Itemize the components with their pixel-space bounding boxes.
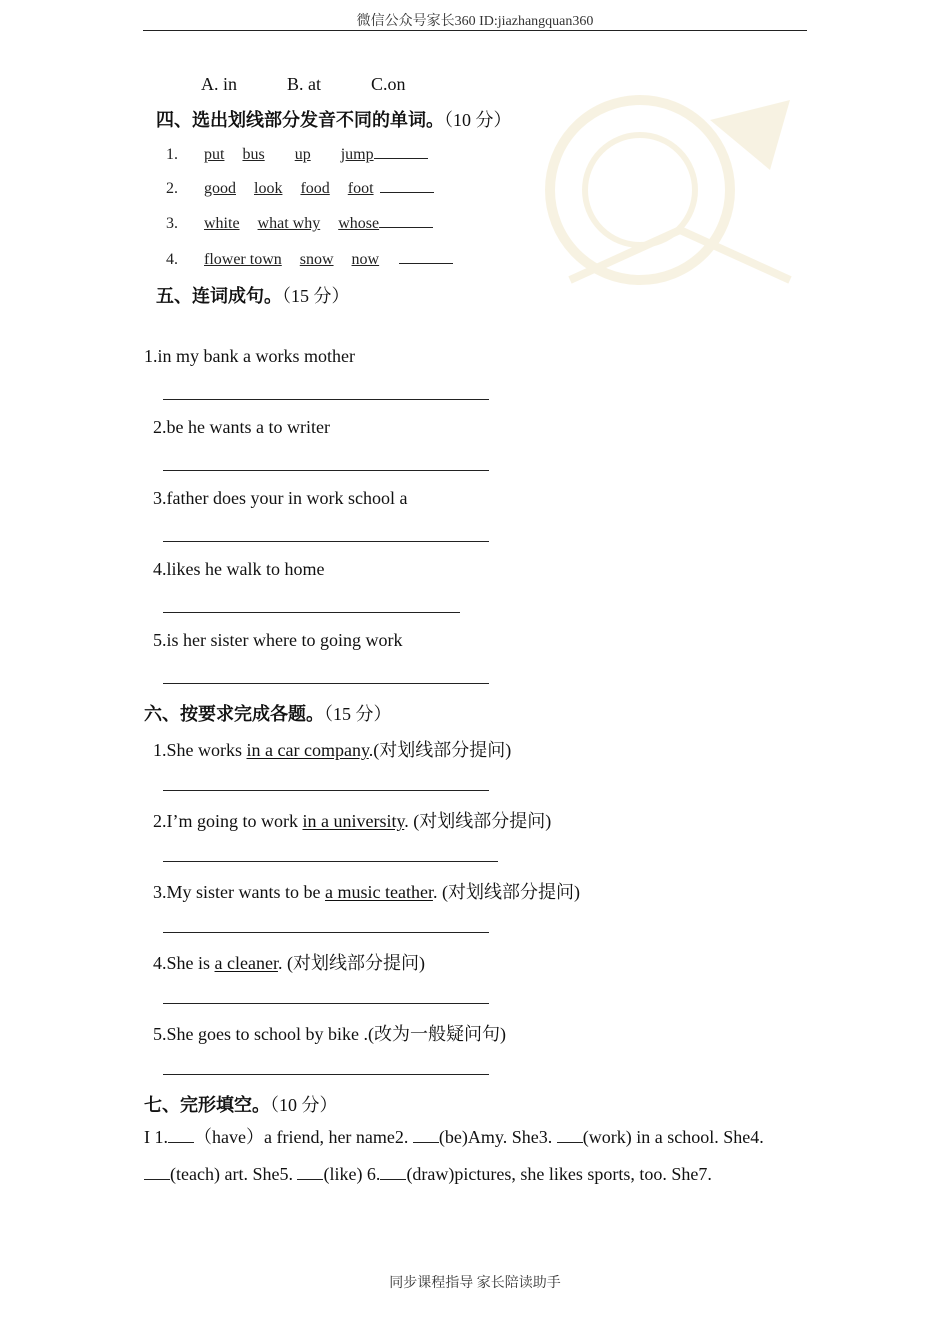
header-rule xyxy=(143,30,807,31)
page-footer: 同步课程指导 家长陪读助手 xyxy=(389,1276,561,1291)
section-5-title: 五、连词成句。（15 分） xyxy=(156,286,350,307)
answer-blank[interactable] xyxy=(399,249,453,264)
cloze-blank[interactable] xyxy=(168,1126,194,1143)
sentence-item: 5.is her sister where to going work xyxy=(153,630,403,650)
question-item: 4.She is a cleaner. (对划线部分提问) xyxy=(153,953,425,973)
answer-line[interactable] xyxy=(163,790,489,791)
question-item: 1.She works in a car company.(对划线部分提问) xyxy=(153,740,512,760)
answer-line[interactable] xyxy=(163,612,460,613)
option-a: A. in xyxy=(201,74,237,94)
answer-blank[interactable] xyxy=(379,213,433,228)
answer-line[interactable] xyxy=(163,683,489,684)
phonics-item: 1. put bus up jump xyxy=(166,144,428,164)
section-6-title: 六、按要求完成各题。（15 分） xyxy=(144,704,392,725)
option-c: C.on xyxy=(371,74,406,94)
section-4-title: 四、选出划线部分发音不同的单词。（10 分） xyxy=(156,110,512,131)
answer-line[interactable] xyxy=(163,932,489,933)
answer-line[interactable] xyxy=(163,399,489,400)
phonics-item: 3. white what why whose xyxy=(166,213,433,233)
sentence-item: 4.likes he walk to home xyxy=(153,559,325,579)
option-b: B. at xyxy=(287,74,321,94)
answer-blank[interactable] xyxy=(380,178,434,193)
cloze-passage: I 1. （have）a friend, her name2. (be)Amy. She3. (work) in a school. She4. (teach) art. She5. (like) 6. (draw)pictures, she likes sports, too. She7. xyxy=(144,1127,764,1184)
question-item: 3.My sister wants to be a music teather. (对划线部分提问) xyxy=(153,882,580,902)
question-item: 5.She goes to school by bike .(改为一般疑问句) xyxy=(153,1024,506,1044)
cloze-blank[interactable] xyxy=(297,1163,323,1180)
page-header: 微信公众号家长360 ID:jiazhangquan360 xyxy=(356,14,594,29)
answer-blank[interactable] xyxy=(374,144,428,159)
question-item: 2.I’m going to work in a university. (对划线部分提问) xyxy=(153,811,552,831)
answer-line[interactable] xyxy=(163,1003,489,1004)
phonics-item: 4. flower town snow now xyxy=(166,249,453,269)
answer-line[interactable] xyxy=(163,470,489,471)
watermark-logo xyxy=(530,80,810,310)
sentence-item: 3.father does your in work school a xyxy=(153,488,408,508)
cloze-blank[interactable] xyxy=(557,1126,583,1143)
cloze-blank[interactable] xyxy=(144,1163,170,1180)
cloze-blank[interactable] xyxy=(380,1163,406,1180)
answer-line[interactable] xyxy=(163,861,498,862)
prev-options xyxy=(201,74,406,95)
sentence-item: 2.be he wants a to writer xyxy=(153,417,330,437)
answer-line[interactable] xyxy=(163,541,489,542)
answer-line[interactable] xyxy=(163,1074,489,1075)
section-7-title: 七、完形填空。（10 分） xyxy=(144,1095,338,1116)
cloze-blank[interactable] xyxy=(413,1126,439,1143)
phonics-item: 2. good look food foot xyxy=(166,178,434,198)
sentence-item: 1.in my bank a works mother xyxy=(144,346,355,366)
